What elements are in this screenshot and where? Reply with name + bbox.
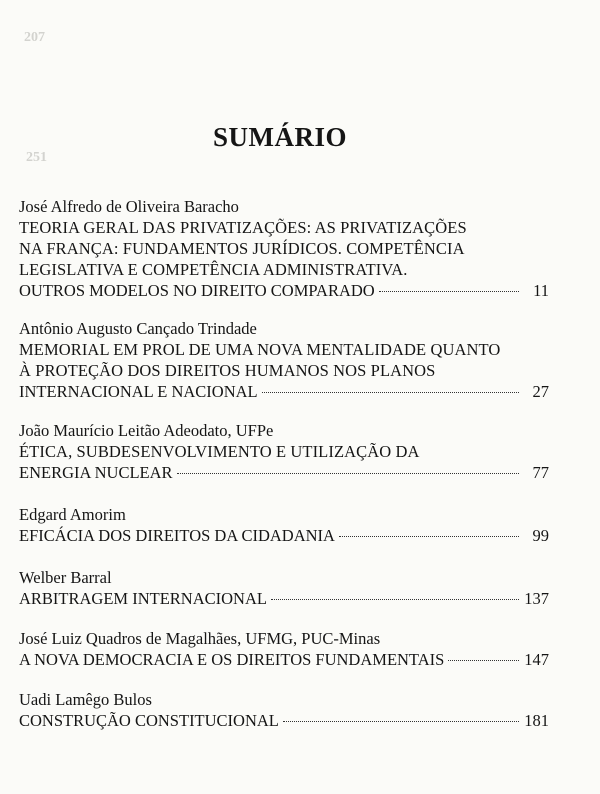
entry-title-line: À PROTEÇÃO DOS DIREITOS HUMANOS NOS PLANOS (19, 361, 436, 380)
entry-last-line (19, 381, 549, 402)
dot-leader (271, 599, 519, 600)
entry-title-line: A NOVA DEMOCRACIA E OS DIREITOS FUNDAMENTAIS (19, 650, 445, 669)
entry-title-line: INTERNACIONAL E NACIONAL (19, 382, 258, 401)
dot-leader (448, 660, 519, 661)
toc-entry (19, 689, 549, 731)
entry-page-number: 11 (533, 281, 549, 300)
entry-page-number: 181 (524, 711, 549, 730)
entry-last-line (19, 280, 549, 301)
entry-page-number: 27 (532, 382, 549, 401)
entry-author: José Alfredo de Oliveira Baracho (19, 197, 239, 216)
bleed-through-page-number: 207 (24, 30, 45, 45)
bleed-through-page-number: 251 (26, 150, 47, 165)
toc-entry (19, 504, 549, 546)
entry-title-line: ENERGIA NUCLEAR (19, 463, 173, 482)
entry-title-line: CONSTRUÇÃO CONSTITUCIONAL (19, 711, 279, 730)
toc-entry (19, 567, 549, 609)
entry-page-number: 99 (532, 526, 549, 545)
dot-leader (339, 536, 519, 537)
entry-title-line: TEORIA GERAL DAS PRIVATIZAÇÕES: AS PRIVATIZAÇÕES (19, 218, 467, 237)
dot-leader (379, 291, 519, 292)
entry-title-line: EFICÁCIA DOS DIREITOS DA CIDADANIA (19, 526, 335, 545)
entry-title-line: MEMORIAL EM PROL DE UMA NOVA MENTALIDADE QUANTO (19, 340, 501, 359)
page-title: SUMÁRIO (212, 122, 347, 152)
entry-author: Welber Barral (19, 568, 112, 587)
toc-entry (19, 318, 549, 402)
entry-title-line: ÉTICA, SUBDESENVOLVIMENTO E UTILIZAÇÃO DA (19, 442, 420, 461)
toc-entry (19, 420, 549, 483)
toc-entry (19, 628, 549, 670)
entry-last-line (19, 525, 549, 546)
entry-author: Antônio Augusto Cançado Trindade (19, 319, 257, 338)
entry-title-line: NA FRANÇA: FUNDAMENTOS JURÍDICOS. COMPETÊNCIA (19, 239, 465, 258)
entry-title-line: LEGISLATIVA E COMPETÊNCIA ADMINISTRATIVA. (19, 260, 408, 279)
entry-title-line: OUTROS MODELOS NO DIREITO COMPARADO (19, 281, 375, 300)
entry-last-line (19, 710, 549, 731)
dot-leader (262, 392, 519, 393)
dot-leader (177, 473, 519, 474)
entry-last-line (19, 588, 549, 609)
entry-page-number: 147 (524, 650, 549, 669)
entry-page-number: 137 (524, 589, 549, 608)
entry-last-line (19, 462, 549, 483)
dot-leader (283, 721, 519, 722)
entry-title-line: ARBITRAGEM INTERNACIONAL (19, 589, 267, 608)
entry-last-line (19, 649, 549, 670)
entry-page-number: 77 (532, 463, 549, 482)
entry-author: João Maurício Leitão Adeodato, UFPe (19, 421, 274, 440)
entry-author: Uadi Lamêgo Bulos (19, 690, 152, 709)
entry-author: Edgard Amorim (19, 505, 126, 524)
entry-author: José Luiz Quadros de Magalhães, UFMG, PUC-Minas (19, 629, 381, 648)
toc-entry (19, 196, 549, 301)
